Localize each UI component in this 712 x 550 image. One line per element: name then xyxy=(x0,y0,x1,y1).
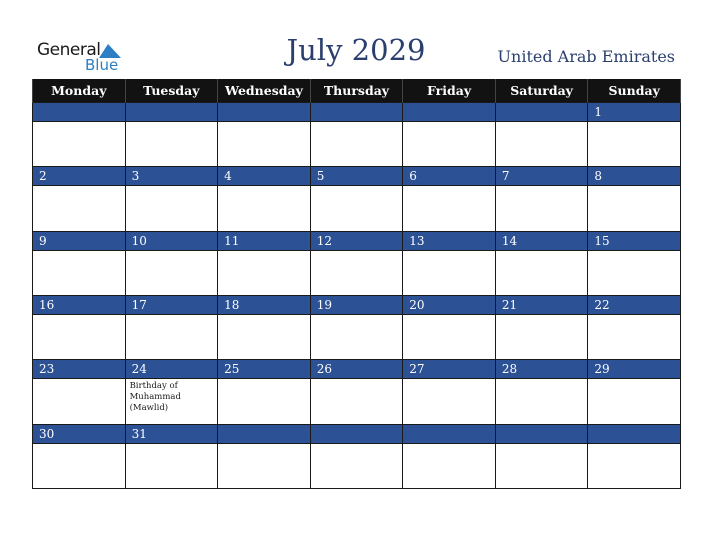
calendar-grid xyxy=(32,79,681,489)
day-cell xyxy=(33,231,126,295)
day-number: 11 xyxy=(218,232,310,251)
logo xyxy=(37,40,137,76)
day-number: 4 xyxy=(218,167,310,186)
day-number: 9 xyxy=(33,232,125,251)
day-number: 15 xyxy=(588,232,680,251)
day-cell xyxy=(310,360,403,424)
day-cell xyxy=(403,360,496,424)
day-cell xyxy=(588,167,681,231)
weekday-monday: Monday xyxy=(33,79,126,103)
weekday-friday: Friday xyxy=(403,79,496,103)
day-number: 22 xyxy=(588,296,680,315)
day-number: 30 xyxy=(33,425,125,444)
day-cell xyxy=(218,167,311,231)
day-number: 14 xyxy=(496,232,588,251)
day-cell xyxy=(33,167,126,231)
day-cell xyxy=(310,295,403,359)
week-row xyxy=(33,360,681,424)
day-number xyxy=(33,103,125,122)
week-row xyxy=(33,295,681,359)
day-number: 1 xyxy=(588,103,680,122)
day-cell xyxy=(125,295,218,359)
day-number xyxy=(218,103,310,122)
day-number: 2 xyxy=(33,167,125,186)
day-cell xyxy=(588,231,681,295)
day-number: 12 xyxy=(311,232,403,251)
day-cell xyxy=(310,103,403,167)
day-number xyxy=(403,425,495,444)
day-cell xyxy=(218,231,311,295)
day-number: 20 xyxy=(403,296,495,315)
day-cell xyxy=(403,231,496,295)
day-number: 7 xyxy=(496,167,588,186)
day-number: 21 xyxy=(496,296,588,315)
day-cell xyxy=(495,167,588,231)
day-number xyxy=(311,103,403,122)
day-cell xyxy=(310,424,403,488)
page-title: July 2029 xyxy=(286,33,426,67)
logo-general-text: General xyxy=(37,40,101,60)
day-number: 6 xyxy=(403,167,495,186)
weekday-wednesday: Wednesday xyxy=(218,79,311,103)
week-row xyxy=(33,424,681,488)
day-cell xyxy=(218,424,311,488)
day-number: 31 xyxy=(126,425,218,444)
country-name: United Arab Emirates xyxy=(497,47,675,66)
day-number xyxy=(588,425,680,444)
day-cell xyxy=(588,360,681,424)
day-number: 17 xyxy=(126,296,218,315)
day-cell xyxy=(495,231,588,295)
calendar-body xyxy=(33,103,681,489)
day-cell xyxy=(403,103,496,167)
day-number xyxy=(496,425,588,444)
day-number: 3 xyxy=(126,167,218,186)
day-cell xyxy=(588,295,681,359)
day-number: 29 xyxy=(588,360,680,379)
day-cell xyxy=(33,295,126,359)
day-number xyxy=(311,425,403,444)
day-cell xyxy=(33,103,126,167)
day-number: 18 xyxy=(218,296,310,315)
week-row xyxy=(33,231,681,295)
day-cell xyxy=(33,360,126,424)
day-cell xyxy=(403,167,496,231)
day-cell xyxy=(495,103,588,167)
logo-blue-text: Blue xyxy=(85,56,119,74)
day-cell xyxy=(125,231,218,295)
weekday-saturday: Saturday xyxy=(495,79,588,103)
day-number: 25 xyxy=(218,360,310,379)
weekday-header-row xyxy=(33,79,681,103)
day-number xyxy=(126,103,218,122)
day-number: 23 xyxy=(33,360,125,379)
day-number: 10 xyxy=(126,232,218,251)
day-number: 19 xyxy=(311,296,403,315)
day-number xyxy=(218,425,310,444)
day-cell xyxy=(310,231,403,295)
week-row xyxy=(33,103,681,167)
day-cell xyxy=(218,360,311,424)
day-number: 5 xyxy=(311,167,403,186)
weekday-thursday: Thursday xyxy=(310,79,403,103)
day-cell xyxy=(125,167,218,231)
day-number: 13 xyxy=(403,232,495,251)
day-cell xyxy=(33,424,126,488)
day-number: 16 xyxy=(33,296,125,315)
day-number xyxy=(403,103,495,122)
day-cell xyxy=(495,360,588,424)
weekday-tuesday: Tuesday xyxy=(125,79,218,103)
day-cell xyxy=(125,360,218,424)
day-number: 8 xyxy=(588,167,680,186)
day-number xyxy=(496,103,588,122)
day-number: 28 xyxy=(496,360,588,379)
weekday-sunday: Sunday xyxy=(588,79,681,103)
day-cell xyxy=(495,424,588,488)
day-number: 26 xyxy=(311,360,403,379)
holiday-event: Birthday of Muhammad (Mawlid) xyxy=(129,381,181,414)
day-cell xyxy=(588,103,681,167)
day-cell xyxy=(218,295,311,359)
day-cell xyxy=(588,424,681,488)
day-cell xyxy=(125,424,218,488)
day-cell xyxy=(310,167,403,231)
day-cell xyxy=(125,103,218,167)
day-cell xyxy=(495,295,588,359)
day-cell xyxy=(403,424,496,488)
day-cell xyxy=(403,295,496,359)
day-number: 27 xyxy=(403,360,495,379)
day-cell xyxy=(218,103,311,167)
day-number: 24 xyxy=(126,360,218,379)
week-row xyxy=(33,167,681,231)
